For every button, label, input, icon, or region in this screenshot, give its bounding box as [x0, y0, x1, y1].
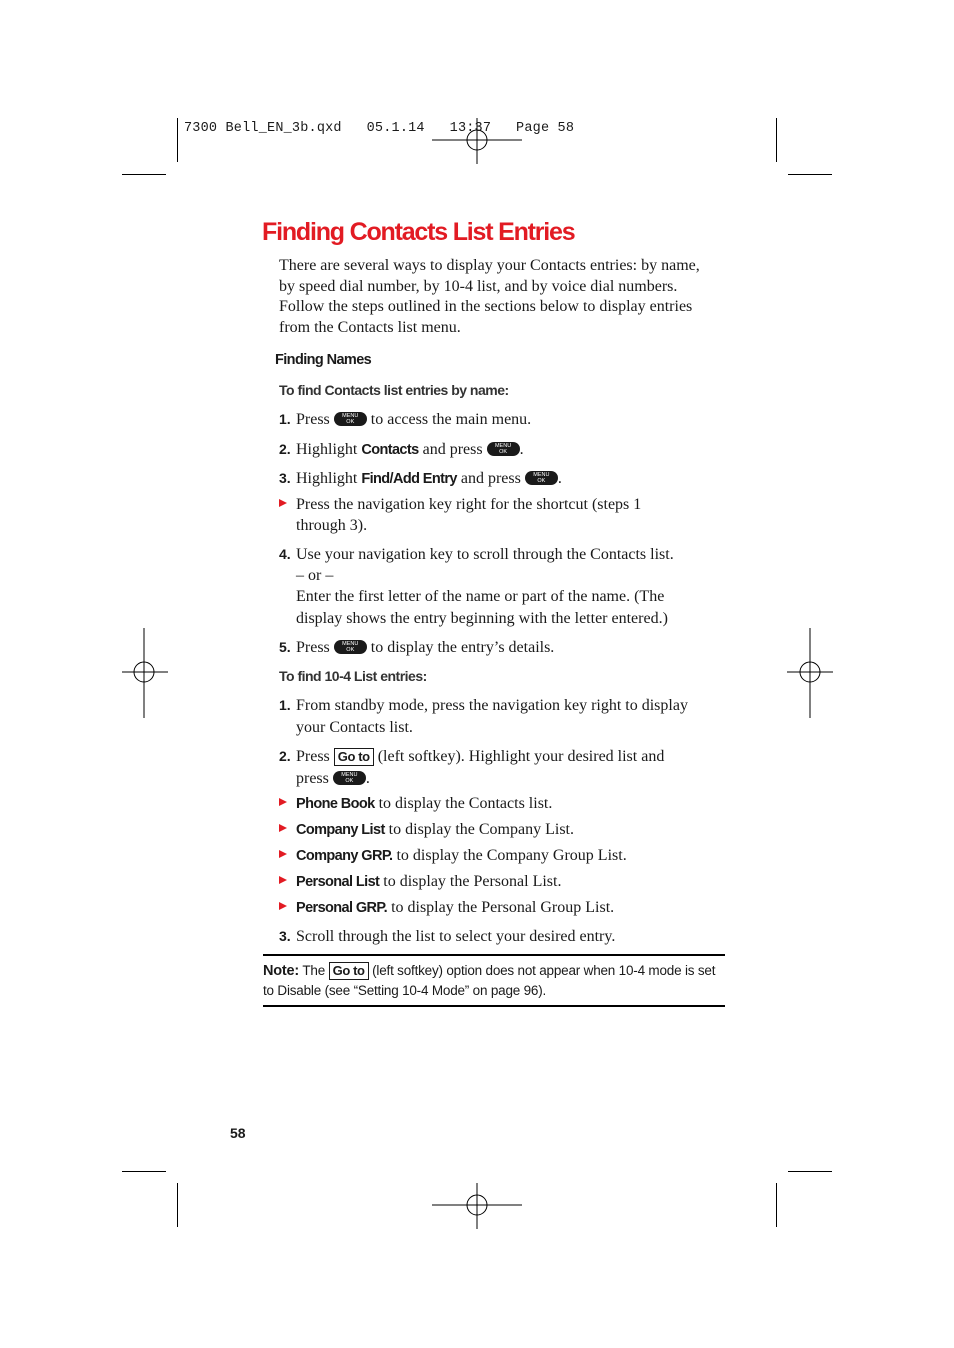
- step-text: your Contacts list.: [296, 719, 413, 736]
- step-text: Press MENU OK to display the entry’s details.: [296, 639, 555, 656]
- list-option: Company List to display the Company List.: [296, 821, 574, 838]
- menu-ok-key-icon: MENU OK: [333, 771, 366, 785]
- registration-mark-icon: [787, 628, 833, 718]
- step-text: From standby mode, press the navigation key right to display: [296, 697, 688, 714]
- step-text: Use your navigation key to scroll through the Contacts list.: [296, 546, 674, 563]
- step-number: 2.: [279, 748, 291, 764]
- section-heading: Finding Names: [275, 352, 372, 368]
- step-text: display shows the entry beginning with the letter entered.): [296, 610, 668, 627]
- goto-softkey-label: Go to: [329, 962, 369, 980]
- list-option: Phone Book to display the Contacts list.: [296, 795, 553, 812]
- page-title: Finding Contacts List Entries: [262, 218, 575, 246]
- registration-mark-icon: [432, 1183, 522, 1229]
- note-box: Note: The Go to (left softkey) option does not appear when 10-4 mode is set to Disable (see “Setting 10-4 Mode” on page 96).: [263, 954, 725, 1007]
- subheading-ten-four: To find 10-4 List entries:: [279, 668, 427, 684]
- step-number: 1.: [279, 411, 291, 427]
- step-number: 4.: [279, 546, 291, 562]
- step-text: Scroll through the list to select your desired entry.: [296, 928, 616, 945]
- note-label: Note:: [263, 963, 300, 979]
- step-number: 3.: [279, 470, 291, 486]
- bullet-arrow-icon: [279, 798, 287, 806]
- step-text: Enter the first letter of the name or part of the name. (The: [296, 588, 665, 605]
- list-option: Company GRP. to display the Company Group List.: [296, 847, 627, 864]
- or-separator: – or –: [296, 567, 334, 584]
- shortcut-text: Press the navigation key right for the shortcut (steps 1: [296, 496, 642, 513]
- menu-ok-key-icon: MENU OK: [334, 640, 367, 654]
- menu-ok-key-icon: MENU OK: [334, 412, 367, 426]
- list-option: Personal List to display the Personal List.: [296, 873, 562, 890]
- subheading-by-name: To find Contacts list entries by name:: [279, 382, 509, 398]
- bullet-arrow-icon: [279, 902, 287, 910]
- step-number: 2.: [279, 441, 291, 457]
- step-number: 3.: [279, 928, 291, 944]
- step-text: Press Go to (left softkey). Highlight your desired list and: [296, 748, 665, 765]
- shortcut-text: through 3).: [296, 517, 368, 534]
- bullet-arrow-icon: [279, 850, 287, 858]
- intro-paragraph: There are several ways to display your Contacts entries: by name, by speed dial number, by 10-4 list, and by voice dial numbers. Follow the steps outlined in the sections below to display entries from the Contacts list menu.: [279, 257, 700, 336]
- goto-softkey-label: Go to: [334, 748, 374, 766]
- menu-ok-key-icon: MENU OK: [487, 442, 520, 456]
- bullet-arrow-icon: [279, 824, 287, 832]
- step-text: press MENU OK .: [296, 770, 370, 787]
- menu-ok-key-icon: MENU OK: [525, 471, 558, 485]
- bullet-arrow-icon: [279, 876, 287, 884]
- print-slug: 7300 Bell_EN_3b.qxd 05.1.14 13:37 Page 58: [184, 121, 575, 136]
- list-option: Personal GRP. to display the Personal Group List.: [296, 899, 615, 916]
- page-number: 58: [230, 1125, 246, 1141]
- step-text: Highlight Contacts and press MENU OK .: [296, 441, 524, 458]
- step-text: Highlight Find/Add Entry and press MENU OK .: [296, 470, 562, 487]
- registration-mark-icon: [122, 628, 168, 718]
- step-number: 5.: [279, 639, 291, 655]
- step-text: Press MENU OK to access the main menu.: [296, 411, 532, 428]
- step-number: 1.: [279, 697, 291, 713]
- bullet-arrow-icon: [279, 499, 287, 507]
